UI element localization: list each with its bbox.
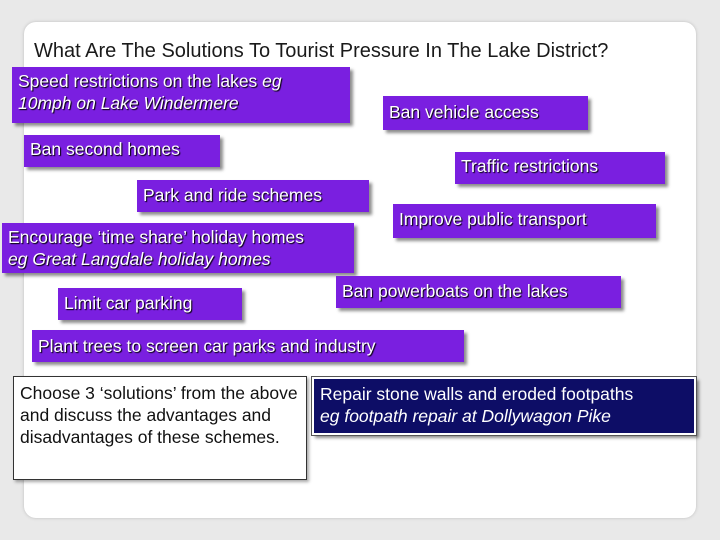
ban-powerboats-text: Ban powerboats on the lakes	[342, 281, 568, 301]
limit-car-parking-text: Limit car parking	[64, 293, 193, 313]
repair-stone-walls-text: Repair stone walls and eroded footpaths	[320, 384, 634, 404]
park-and-ride-text: Park and ride schemes	[143, 185, 322, 205]
ban-second-homes-text: Ban second homes	[30, 139, 180, 159]
plant-trees-box	[32, 330, 464, 362]
improve-public-transport-box	[393, 204, 656, 238]
task-instructions-text: Choose 3 ‘solutions’ from the above and discuss the advantages and disadvantages of these schemes.	[20, 383, 298, 447]
park-and-ride-box	[137, 180, 369, 212]
time-share-text: Encourage ‘time share’ holiday homes	[8, 227, 305, 247]
speed-restrictions-box	[12, 67, 350, 123]
task-instructions-box	[13, 376, 307, 480]
time-share-box	[2, 223, 354, 273]
repair-stone-walls-box	[312, 377, 696, 435]
ban-vehicle-access-text: Ban vehicle access	[389, 102, 539, 122]
slide-title: What Are The Solutions To Tourist Pressure In The Lake District?	[34, 40, 609, 62]
speed-restrictions-example: 10mph on Lake Windermere	[18, 93, 239, 113]
traffic-restrictions-box	[455, 152, 665, 184]
traffic-restrictions-text: Traffic restrictions	[461, 156, 599, 176]
improve-public-transport-text: Improve public transport	[399, 209, 587, 229]
ban-second-homes-box	[24, 135, 220, 167]
repair-stone-walls-example: eg footpath repair at Dollywagon Pike	[320, 406, 611, 426]
time-share-example: eg Great Langdale holiday homes	[8, 249, 271, 269]
limit-car-parking-box	[58, 288, 242, 320]
plant-trees-text: Plant trees to screen car parks and industry	[38, 336, 376, 356]
speed-restrictions-text: Speed restrictions on the lakes	[18, 71, 263, 91]
ban-vehicle-access-box	[383, 96, 588, 130]
ban-powerboats-box	[336, 276, 621, 308]
speed-restrictions-eg: eg	[262, 71, 282, 91]
